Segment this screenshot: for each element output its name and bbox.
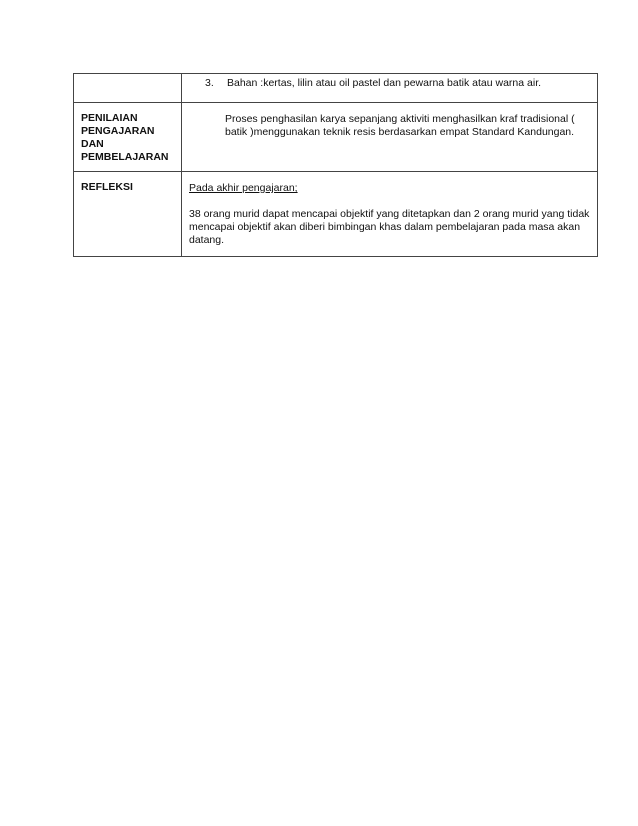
table-row-assessment bbox=[74, 103, 598, 172]
table-row-reflection bbox=[74, 172, 598, 257]
list-item-number: 3. bbox=[205, 77, 214, 89]
reflection-heading: Pada akhir pengajaran; bbox=[189, 182, 298, 194]
materials-cell bbox=[182, 74, 598, 103]
materials-list-item bbox=[182, 74, 597, 90]
reflection-label: REFLEKSI bbox=[81, 181, 133, 193]
row-label-empty bbox=[74, 74, 182, 103]
assessment-label: PENILAIAN PENGAJARAN DAN PEMBELAJARAN bbox=[81, 112, 169, 163]
assessment-content-cell bbox=[182, 103, 598, 172]
reflection-content-cell bbox=[182, 172, 598, 257]
assessment-label-cell bbox=[74, 103, 182, 172]
reflection-label-cell bbox=[74, 172, 182, 257]
row-label-text bbox=[74, 74, 171, 83]
list-item-text: Bahan :kertas, lilin atau oil pastel dan pewarna batik atau warna air. bbox=[227, 77, 542, 89]
lesson-plan-table bbox=[73, 73, 598, 257]
assessment-text: Proses penghasilan karya sepanjang aktiviti menghasilkan kraf tradisional ( batik )menggunakan teknik resis berdasarkan empat Standard Kandungan. bbox=[225, 113, 575, 138]
reflection-text: 38 orang murid dapat mencapai objektif yang ditetapkan dan 2 orang murid yang tidak mencapai objektif akan diberi bimbingan khas dalam pembelajaran pada masa akan datang. bbox=[189, 208, 590, 246]
table-row-materials bbox=[74, 74, 598, 103]
